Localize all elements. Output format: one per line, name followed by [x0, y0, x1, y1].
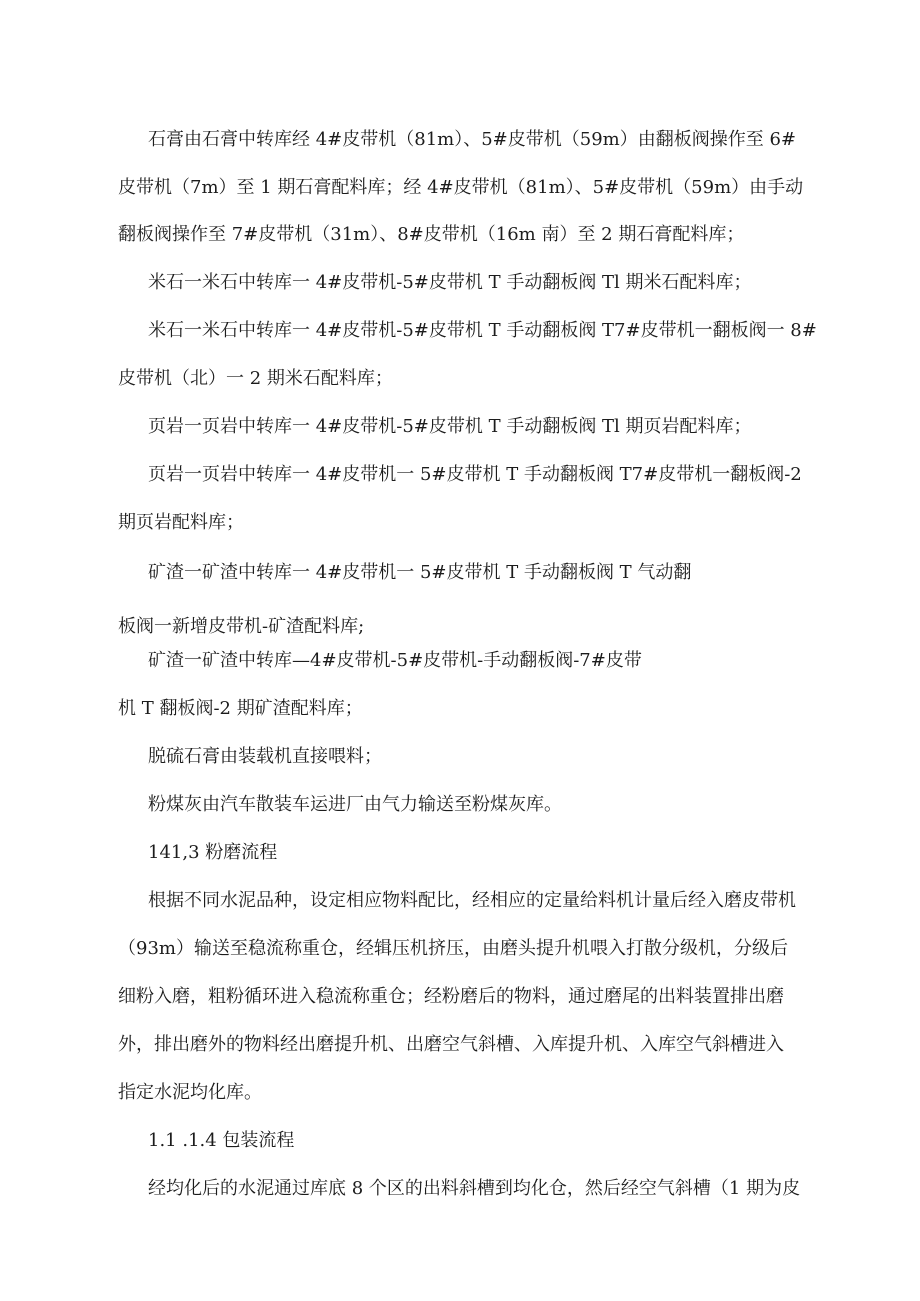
text-line: 矿渣一矿渣中转库—4#皮带机-5#皮带机-手动翻板阀-7#皮带: [148, 650, 642, 671]
text-line: 板阀一新增皮带机-矿渣配料库;: [118, 616, 365, 637]
text-line: 根据不同水泥品种，设定相应物料配比，经相应的定量给料机计量后经入磨皮带机: [148, 890, 796, 911]
text-line: 粉煤灰由汽车散装车运进厂由气力输送至粉煤灰库。: [148, 794, 562, 815]
text-line: 米石一米石中转库一 4#皮带机-5#皮带机 T 手动翻板阀 T7#皮带机一翻板阀一 8#: [148, 320, 817, 341]
text-line: 皮带机（7m）至 1 期石膏配料库；经 4#皮带机（81m）、5#皮带机（59m）由手动: [118, 177, 804, 198]
text-line: （93m）输送至稳流称重仓，经辑压机挤压，由磨头提升机喂入打散分级机，分级后: [118, 938, 788, 959]
text-line: 页岩一页岩中转库一 4#皮带机一 5#皮带机 T 手动翻板阀 T7#皮带机一翻板阀-2: [148, 464, 802, 485]
text-line: 翻板阀操作至 7#皮带机（31m）、8#皮带机（16m 南）至 2 期石膏配料库；: [118, 224, 745, 245]
text-line: 脱硫石膏由装载机直接喂料；: [148, 746, 382, 767]
text-line: 机 T 翻板阀-2 期矿渣配料库；: [118, 698, 363, 719]
text-line: 皮带机（北）一 2 期米石配料库；: [118, 368, 393, 389]
text-line: 经均化后的水泥通过库底 8 个区的出料斜槽到均化仓，然后经空气斜槽（1 期为皮: [148, 1178, 801, 1199]
section-heading: 1.1 .1.4 包装流程: [148, 1130, 295, 1151]
text-line: 外，排出磨外的物料经出磨提升机、出磨空气斜槽、入库提升机、入库空气斜槽进入: [118, 1034, 784, 1055]
text-line: 页岩一页岩中转库一 4#皮带机-5#皮带机 T 手动翻板阀 Tl 期页岩配料库；: [148, 416, 752, 437]
section-heading: 141,3 粉磨流程: [148, 842, 278, 863]
text-line: 矿渣一矿渣中转库一 4#皮带机一 5#皮带机 T 手动翻板阀 T 气动翻: [148, 562, 692, 583]
text-line: 石膏由石膏中转库经 4#皮带机（81m）、5#皮带机（59m）由翻板阀操作至 6#: [148, 129, 796, 150]
text-line: 细粉入磨，粗粉循环进入稳流称重仓；经粉磨后的物料，通过磨尾的出料装置排出磨: [118, 986, 784, 1007]
text-line: 期页岩配料库；: [118, 512, 244, 533]
text-line: 米石一米石中转库一 4#皮带机-5#皮带机 T 手动翻板阀 Tl 期米石配料库；: [148, 272, 752, 293]
text-line: 指定水泥均化库。: [118, 1082, 262, 1103]
